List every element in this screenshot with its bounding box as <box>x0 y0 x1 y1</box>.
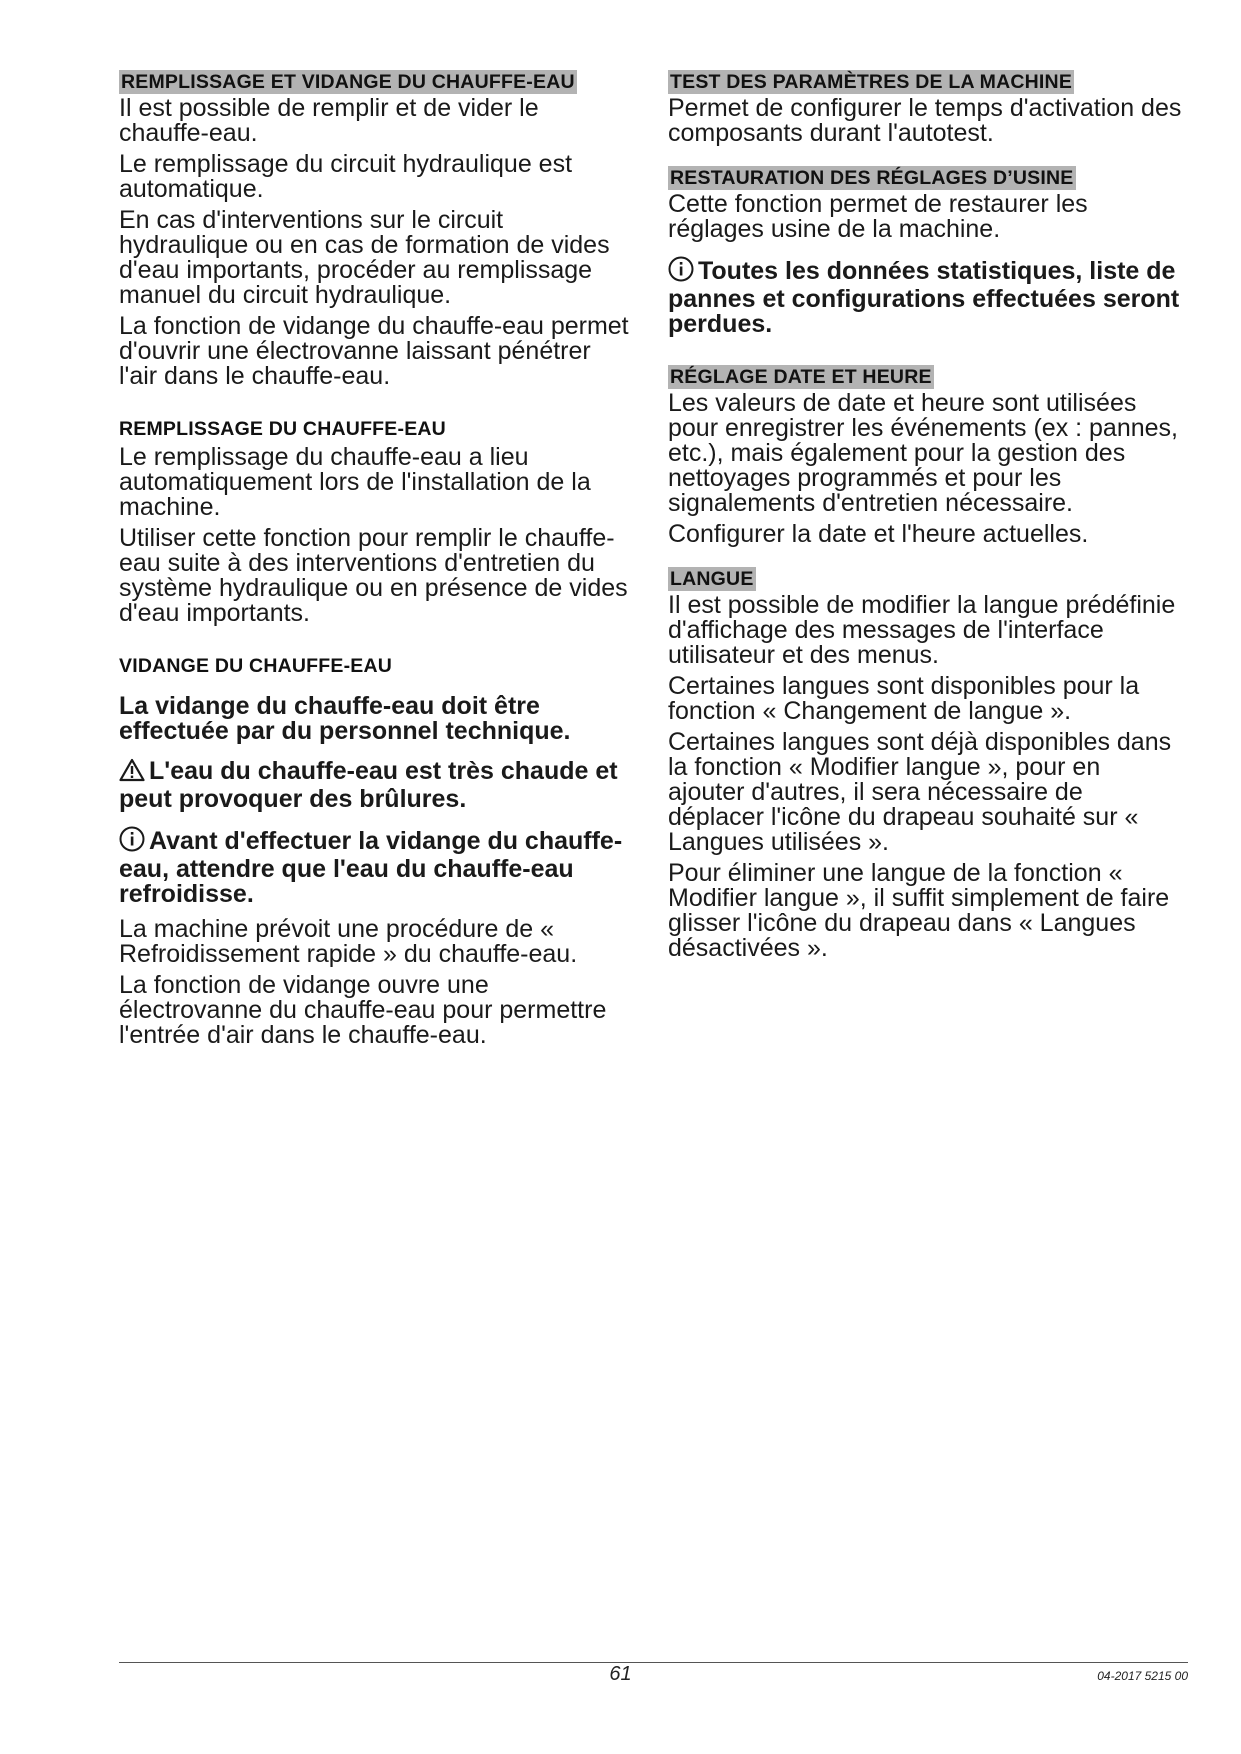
paragraph: Permet de configurer le temps d'activation des composants durant l'autotest. <box>668 94 1182 147</box>
info-notice <box>668 256 1183 337</box>
section-heading-langue: LANGUE <box>670 568 754 590</box>
paragraph: Il est possible de modifier la langue prédéfinie d'affichage des messages de l'interface utilisateur et des menus. <box>668 591 1176 669</box>
paragraph: La machine prévoit une procédure de « Refroidissement rapide » du chauffe-eau. <box>119 915 578 968</box>
warning-triangle-icon <box>119 758 145 787</box>
info-notice <box>119 826 634 907</box>
paragraph: La fonction de vidange du chauffe-eau permet d'ouvrir une électrovanne laissant pénétrer l'air dans le chauffe-eau. <box>119 312 629 390</box>
section-heading-test-parametres: TEST DES PARAMÈTRES DE LA MACHINE <box>670 71 1073 93</box>
section-heading-vidange: VIDANGE DU CHAUFFE-EAU <box>119 655 393 677</box>
right-column <box>668 70 1183 967</box>
section-heading-remplissage: REMPLISSAGE DU CHAUFFE-EAU <box>119 418 446 440</box>
warning-notice <box>119 758 634 812</box>
paragraph: Certaines langues sont déjà disponibles dans la fonction « Modifier langue », pour en ajouter d'autres, il sera nécessaire de déplacer l'icône du drapeau souhaité sur « Langues utilisées ». <box>668 728 1172 856</box>
left-column <box>119 70 634 1054</box>
info-circle-icon <box>668 256 694 287</box>
document-code: 04-2017 5215 00 <box>1097 1669 1188 1683</box>
paragraph: Pour éliminer une langue de la fonction « Modifier langue », il suffit simplement de faire glisser l'icône du drapeau dans « Langues désactivées ». <box>668 859 1170 962</box>
paragraph: Le remplissage du circuit hydraulique est automatique. <box>119 150 573 203</box>
warning-text: L'eau du chauffe-eau est très chaude et peut provoquer des brûlures. <box>119 757 618 813</box>
bold-notice: La vidange du chauffe-eau doit être effectuée par du personnel technique. <box>119 692 571 745</box>
info-text: Toutes les données statistiques, liste de pannes et configurations effectuées seront perdues. <box>668 257 1180 338</box>
paragraph: Il est possible de remplir et de vider le chauffe-eau. <box>119 94 539 147</box>
page-number: 61 <box>609 1663 632 1685</box>
info-text: Avant d'effectuer la vidange du chauffe-eau, attendre que l'eau du chauffe-eau refroidisse. <box>119 827 623 908</box>
paragraph: En cas d'interventions sur le circuit hydraulique ou en cas de formation de vides d'eau importants, procéder au remplissage manuel du circuit hydraulique. <box>119 206 610 309</box>
section-heading-date-heure: RÉGLAGE DATE ET HEURE <box>670 366 932 388</box>
paragraph: Cette fonction permet de restaurer les réglages usine de la machine. <box>668 190 1088 243</box>
paragraph: Les valeurs de date et heure sont utilisées pour enregistrer les événements (ex : pannes, etc.), mais également pour la gestion des nettoyages programmés et pour les signalements d'entretien nécessaire. <box>668 389 1178 517</box>
section-heading-restauration: RESTAURATION DES RÉGLAGES D’USINE <box>670 167 1074 189</box>
paragraph: La fonction de vidange ouvre une électrovanne du chauffe-eau pour permettre l'entrée d'air dans le chauffe-eau. <box>119 971 607 1049</box>
paragraph: Le remplissage du chauffe-eau a lieu automatiquement lors de l'installation de la machine. <box>119 443 591 521</box>
info-circle-icon <box>119 826 145 857</box>
paragraph: Utiliser cette fonction pour remplir le chauffe-eau suite à des interventions d'entretien du système hydraulique ou en présence de vides d'eau importants. <box>119 524 628 627</box>
section-heading-remplissage-vidange: REMPLISSAGE ET VIDANGE DU CHAUFFE-EAU <box>121 71 575 93</box>
paragraph: Configurer la date et l'heure actuelles. <box>668 520 1089 548</box>
paragraph: Certaines langues sont disponibles pour la fonction « Changement de langue ». <box>668 672 1140 725</box>
